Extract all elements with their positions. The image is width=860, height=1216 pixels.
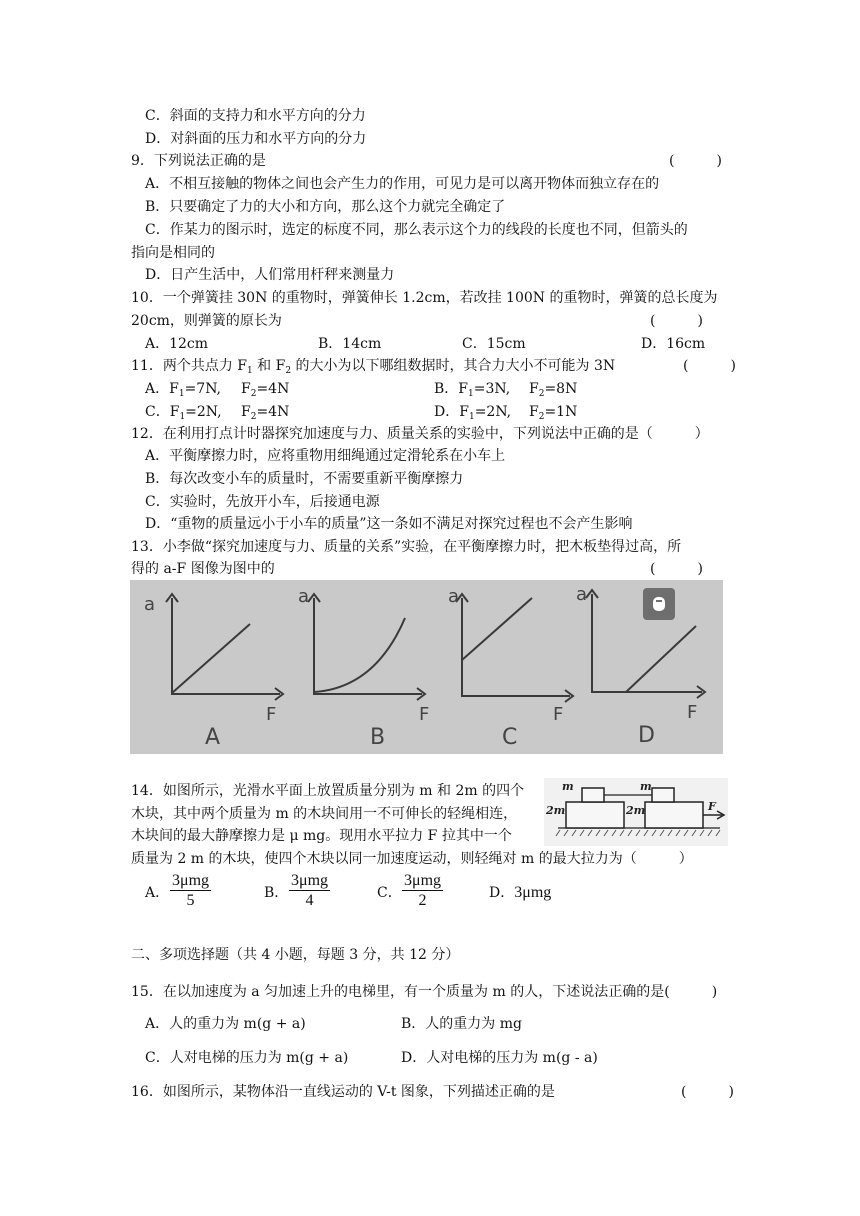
q14-blocks-figure bbox=[544, 778, 728, 846]
q10-option-b: B．14cm bbox=[318, 336, 382, 352]
graph-a-y-label: a bbox=[144, 594, 156, 615]
capture-icon bbox=[653, 597, 665, 611]
q15-option-a: A．人的重力为 m(g + a) bbox=[145, 1016, 306, 1032]
overlay-button[interactable] bbox=[643, 588, 675, 620]
q10-stem-line2: 20cm，则弹簧的原长为 bbox=[131, 313, 282, 329]
fig-label-2m-right: 2m bbox=[626, 804, 646, 817]
q13-stem-line2: 得的 a-F 图像为图中的 bbox=[131, 561, 275, 577]
q11-option-c: C．$F_1=2N$, bbox=[145, 404, 222, 422]
q14-stem-line3: 木块间的最大静摩擦力是 μ mg。现用水平拉力 F 拉其中一个 bbox=[131, 828, 512, 844]
q11-option-c-f2: $F_2=4N$ bbox=[241, 404, 290, 422]
q10-answer-paren: ( ) bbox=[650, 313, 703, 329]
graph-c bbox=[448, 586, 573, 750]
q11-option-d-f2: $F_2=1N$ bbox=[529, 404, 578, 422]
q11-answer-paren: ( ) bbox=[683, 358, 736, 374]
q10-option-a: A．12cm bbox=[145, 336, 209, 352]
q8-option-c: C．斜面的支持力和水平方向的分力 bbox=[145, 108, 366, 124]
q14-option-b-fraction: 3μmg 4 bbox=[291, 872, 329, 909]
q9-option-c-line2: 指向是相同的 bbox=[131, 245, 215, 261]
q11-option-d: D．$F_1=2N$, bbox=[434, 404, 512, 422]
q13-answer-paren: ( ) bbox=[650, 561, 703, 577]
graph-a-x-label: F bbox=[266, 704, 277, 725]
q15-option-b: B．人的重力为 mg bbox=[401, 1016, 522, 1032]
q14-stem-line4: 质量为 2 m 的木块，使四个木块以同一加速度运动，则轻绳对 m 的最大拉力为（ ） bbox=[131, 851, 693, 867]
q9-option-a: A．不相互接触的物体之间也会产生力的作用，可见力是可以离开物体而独立存在的 bbox=[145, 176, 660, 192]
q15-stem: 15．在以加速度为 a 匀加速上升的电梯里，有一个质量为 m 的人，下述说法正确的是( ) bbox=[131, 984, 718, 1000]
graph-d-x-label: F bbox=[687, 702, 698, 723]
q8-option-d: D．对斜面的压力和水平方向的分力 bbox=[145, 131, 367, 147]
q12-option-b: B．每次改变小车的质量时，不需要重新平衡摩擦力 bbox=[145, 471, 464, 487]
q10-option-d: D．16cm bbox=[641, 336, 706, 352]
q14-option-b-label: B． bbox=[264, 885, 289, 901]
q12-stem: 12．在利用打点计时器探究加速度与力、质量关系的实验中，下列说法中正确的是（ ） bbox=[131, 426, 709, 442]
graph-b-y-label: a bbox=[298, 586, 310, 607]
q11-option-a: A．$F_1=7N$, bbox=[145, 381, 222, 399]
q14-option-c-label: C． bbox=[377, 885, 402, 901]
q14-option-a-fraction: 3μmg 5 bbox=[172, 872, 210, 909]
q14-stem-line2: 木块，其中两个质量为 m 的木块间用一不可伸长的轻绳相连， bbox=[131, 806, 518, 822]
q10-option-c: C．15cm bbox=[462, 336, 526, 352]
q11-option-a-f2: $F_2=4N$ bbox=[241, 381, 290, 399]
graph-d-y-label: a bbox=[576, 584, 588, 605]
graph-b bbox=[298, 586, 429, 750]
q14-stem-line1: 14．如图所示，光滑水平面上放置质量分别为 m 和 2m 的四个 bbox=[131, 783, 525, 799]
q15-option-c: C．人对电梯的压力为 m(g + a) bbox=[145, 1050, 349, 1066]
q9-stem: 9．下列说法正确的是 bbox=[131, 153, 266, 169]
fig-label-force: F bbox=[708, 800, 716, 813]
q9-option-b: B．只要确定了力的大小和方向，那么这个力就完全确定了 bbox=[145, 199, 506, 215]
q16-answer-paren: ( ) bbox=[681, 1084, 734, 1100]
fig-label-m1: m bbox=[562, 780, 574, 793]
q13-graphs-photo bbox=[130, 580, 723, 754]
q14-option-a-label: A． bbox=[145, 885, 170, 901]
q14-option-d: D．3μmg bbox=[489, 884, 552, 901]
fig-label-m2: m bbox=[640, 780, 652, 793]
graph-a-letter: A bbox=[205, 725, 221, 750]
q9-answer-paren: ( ) bbox=[669, 153, 722, 169]
q11-stem: 11．两个共点力 $F_1$ 和 $F_2$ 的大小为以下哪组数据时，其合力大小不可能为 3N bbox=[131, 358, 616, 376]
q9-option-d: D．日产生活中，人们常用杆秤来测量力 bbox=[145, 267, 395, 283]
q12-option-a: A．平衡摩擦力时，应将重物用细绳通过定滑轮系在小车上 bbox=[145, 448, 506, 464]
q9-option-c-line1: C．作某力的图示时，选定的标度不同，那么表示这个力的线段的长度也不同，但箭头的 bbox=[145, 222, 688, 238]
graph-c-x-label: F bbox=[553, 704, 564, 725]
graph-b-x-label: F bbox=[419, 704, 430, 725]
q14-option-c-fraction: 3μmg 2 bbox=[404, 872, 442, 909]
graph-c-letter: C bbox=[502, 725, 518, 750]
graph-b-letter: B bbox=[370, 725, 386, 750]
q12-option-d: D．“重物的质量远小于小车的质量”这一条如不满足对探究过程也不会产生影响 bbox=[145, 516, 633, 532]
section2-heading: 二、多项选择题（共 4 小题，每题 3 分，共 12 分） bbox=[131, 947, 460, 963]
graph-d bbox=[576, 584, 705, 748]
q12-option-c: C．实验时，先放开小车，后接通电源 bbox=[145, 494, 380, 510]
q10-stem-line1: 10．一个弹簧挂 30N 的重物时，弹簧伸长 1.2cm，若改挂 100N 的重物时，弹簧的总长度为 bbox=[131, 290, 718, 306]
graph-a bbox=[144, 594, 283, 750]
fig-label-2m-left: 2m bbox=[546, 804, 566, 817]
q15-option-d: D．人对电梯的压力为 m(g - a) bbox=[401, 1050, 598, 1066]
graph-d-letter: D bbox=[638, 723, 655, 748]
q11-option-b: B．$F_1=3N$, bbox=[434, 381, 511, 399]
graph-c-y-label: a bbox=[448, 586, 460, 607]
q11-option-b-f2: $F_2=8N$ bbox=[529, 381, 578, 399]
q13-stem-line1: 13．小李做“探究加速度与力、质量的关系”实验，在平衡摩擦力时，把木板垫得过高，所 bbox=[131, 539, 682, 555]
q16-stem: 16．如图所示，某物体沿一直线运动的 V-t 图象，下列描述正确的是 bbox=[131, 1084, 555, 1100]
